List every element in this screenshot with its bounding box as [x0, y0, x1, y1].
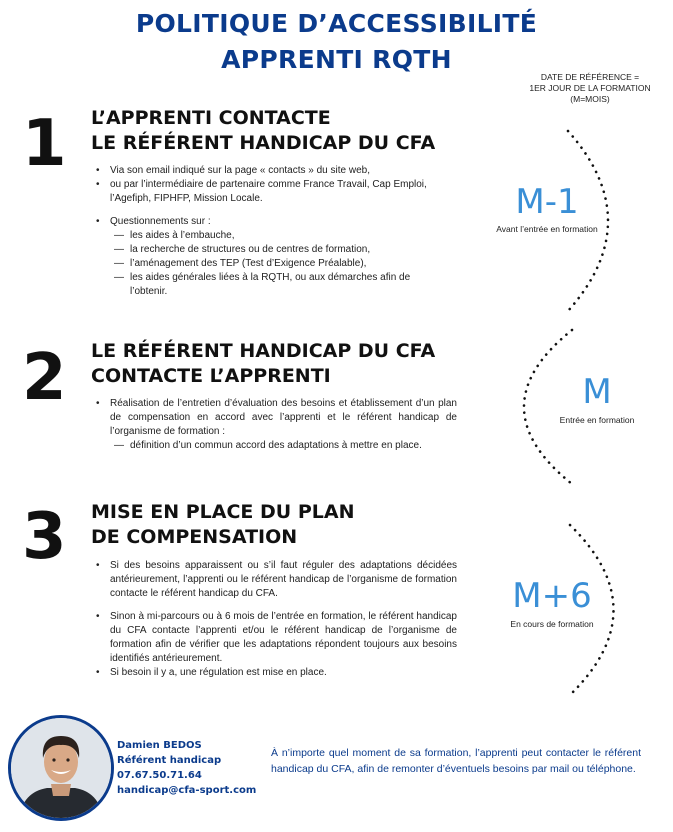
milestone-m-plus-6: M+6 [512, 576, 592, 616]
reference-date-note [515, 72, 665, 105]
milestone-caption-3: En cours de formation [510, 619, 594, 629]
milestone-m-minus-1: M-1 [515, 182, 579, 222]
step-3-bullet: • Si besoin il y a, une régulation est mise en place. [94, 666, 457, 680]
step-3-title [91, 500, 354, 550]
contact-role: Référent handicap [117, 755, 222, 766]
contact-name: Damien BEDOS [117, 740, 202, 751]
contact-email[interactable]: handicap@cfa-sport.com [117, 785, 257, 796]
contact-block [117, 738, 256, 798]
step-2-dash-item: — définition d’un commun accord des adaptations à mettre en place. [114, 439, 457, 453]
step-1-bullet: • Via son email indiqué sur la page « contacts » du site web, [94, 164, 434, 178]
step-number-2: 2 [22, 341, 67, 415]
contact-phone[interactable]: 07.67.50.71.64 [117, 770, 202, 781]
page-title-line2: APPRENTI RQTH [221, 45, 452, 74]
step-1-dash-item: — l’aménagement des TEP (Test d’Exigence Préalable), [114, 257, 434, 271]
step-1-title [91, 106, 435, 156]
page-title [0, 6, 673, 78]
step-2-body [94, 397, 457, 453]
person-portrait-icon [11, 718, 111, 818]
step-2-bullet [94, 397, 457, 453]
step-number-3: 3 [22, 500, 67, 574]
step-1-questions-label: Questionnements sur : [110, 216, 211, 227]
step-1-dash-item: — les aides générales liées à la RQTH, ou aux démarches afin de l’obtenir. [114, 271, 434, 299]
step-number-1: 1 [22, 107, 67, 181]
step-3-title-line2: DE COMPENSATION [91, 526, 298, 548]
step-3-bullet: • Sinon à mi-parcours ou à 6 mois de l’entrée en formation, le référent handicap du CFA contacte l’apprenti et/ou le référent handicap de l’organisme de formation afin de vérifier que les adaptations répondent toujours aux besoins identifiés antérieurement. [94, 610, 457, 666]
step-3-bullet: • Si des besoins apparaissent ou s’il faut réguler des adaptations décidées antérieurement, l’apprenti ou le référent handicap de l’organisme de formation contacte le référent handicap du CFA. [94, 559, 457, 601]
step-1-bullet-questions [94, 215, 434, 299]
step-1-dash-item: — les aides à l’embauche, [114, 229, 434, 243]
step-1-bullet: • ou par l’intermédiaire de partenaire comme France Travail, Cap Emploi, l’Agefiph, FIPHFP, Mission Locale. [94, 178, 434, 206]
step-3-title-line1: MISE EN PLACE DU PLAN [91, 501, 355, 523]
step-1-dash-item: — la recherche de structures ou de centres de formation, [114, 243, 434, 257]
step-1-title-line1: L’APPRENTI CONTACTE [91, 107, 331, 129]
referent-photo-avatar [8, 715, 114, 821]
step-1-title-line2: LE RÉFÉRENT HANDICAP DU CFA [91, 132, 436, 154]
step-3-body [94, 559, 457, 680]
step-2-title [91, 339, 435, 389]
reference-line2: 1ER JOUR DE LA FORMATION [529, 83, 651, 93]
step-2-title-line2: CONTACTE L’APPRENTI [91, 365, 331, 387]
milestone-m: M [582, 372, 612, 412]
footer-note: À n’importe quel moment de sa formation, l’apprenti peut contacter le référent handicap du CFA, afin de remonter d’éventuels besoins par mail ou téléphone. [271, 747, 641, 775]
step-1-body [94, 164, 434, 299]
milestone-caption-2: Entrée en formation [559, 415, 635, 425]
reference-line3: (M=MOIS) [570, 94, 610, 104]
step-2-bullet-text: Réalisation de l’entretien d’évaluation des besoins et établissement d’un plan de compensation en accord avec l’apprenti et le référent handicap de l’organisme de formation : [110, 398, 457, 437]
reference-line1: DATE DE RÉFÉRENCE = [540, 72, 640, 82]
milestone-caption-1: Avant l’entrée en formation [496, 224, 598, 234]
step-2-title-line1: LE RÉFÉRENT HANDICAP DU CFA [91, 340, 436, 362]
page-title-line1: POLITIQUE D’ACCESSIBILITÉ [135, 9, 538, 38]
